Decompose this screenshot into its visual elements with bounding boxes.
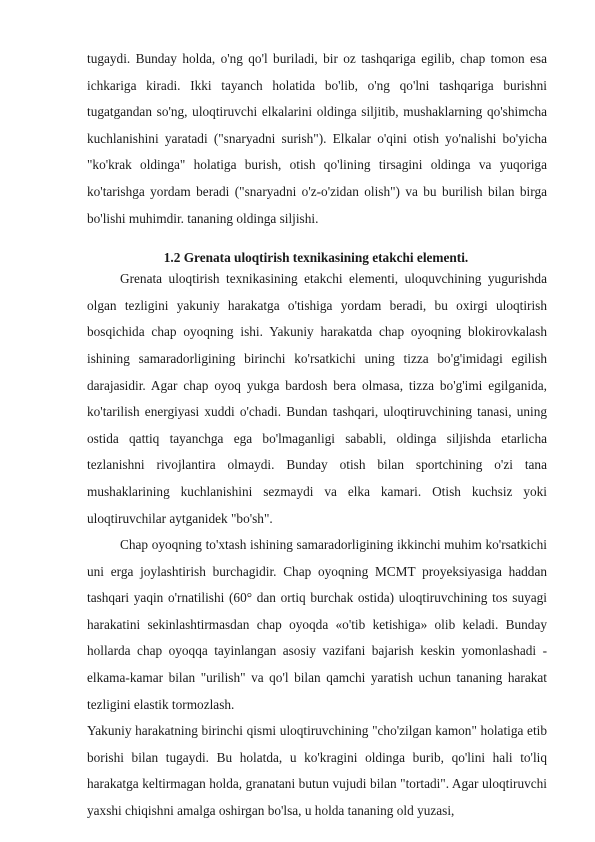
section-heading: 1.2 Grenata uloqtirish texnikasining etakchi elementi. <box>163 250 469 266</box>
paragraph-second-indicator: Chap oyoqning to'xtash ishining samaradorligining ikkinchi muhim ko'rsatkichi uni erga joylashtirish burchagidir. Chap oyoqning MCMT proyeksiyasiga haddan tashqari yaqin o'rnatilishi (60° dan ortiq burchak ostida) uloqtiruvchining tos suyagi harakatini sekinlashtirmasdan chap oyoqda «o'tib ketishiga» olib keladi. Bunday hollarda chap oyoqqa tayinlangan asosiy vazifani bajarish keskin yomonlashadi - elkama-kamar bilan "urilish" va qo'l bilan qamchi yaratish uchun tananing harakat tezligini elastik tormozlash. <box>87 537 547 712</box>
document-page <box>87 46 547 825</box>
paragraph-leading-element: Grenata uloqtirish texnikasining etakchi elementi, uloquvchining yugurishda olgan tezligini yakuniy harakatga o'tishiga yordam beradi, bu oxirgi uloqtirish bosqichida chap oyoqning ishi. Yakuniy harakatda chap oyoqning blokirovkalash ishining samaradorligining birinchi ko'rsatkichi uning tizza bo'g'imidagi egilish darajasidir. Agar chap oyoq yukga bardosh bera olmasa, tizza bo'g'imi egilganida, ko'tarilish energiyasi xuddi o'chadi. Bundan tashqari, uloqtiruvchining tanasi, uning ostida qattiq tayanchga ega bo'lmaganligi sababli, oldinga siljishda etarlicha tezlanishni rivojlantira olmaydi. Bunday otish bilan sportchining o'zi tana mushaklarining kuchlanishini sezmaydi va elka kamari. Otish kuchsiz yoki uloqtiruvchilar aytganidek "bo'sh". <box>87 271 547 526</box>
paragraph-continuation: tugaydi. Bunday holda, o'ng qo'l buriladi, bir oz tashqariga egilib, chap tomon esa ichkariga kiradi. Ikki tayanch holatida bo'lib, o'ng qo'lni tashqariga burishni tugatgandan so'ng, uloqtiruvchi elkalarini oldinga siljitib, mushaklarning qo'shimcha kuchlanishini yaratadi ("snaryadni surish"). Elkalar o'qini otish yo'nalishi bo'yicha "ko'krak oldinga" holatiga burish, otish qo'lining tirsagini oldinga va yuqoriga ko'tarishga yordam beradi ("snaryadni o'z-o'zidan olish") va bu burilish bilan birga bo'lishi muhimdir. tananing oldinga siljishi. <box>87 51 547 226</box>
paragraph-final-movement: Yakuniy harakatning birinchi qismi uloqtiruvchining "cho'zilgan kamon" holatiga etib borishi bilan tugaydi. Bu holatda, u ko'kragini oldinga burib, qo'lini hali to'liq harakatga keltirmagan holda, granatani butun vujudi bilan "tortadi". Agar uloqtiruvchi yaxshi chiqishni amalga oshirgan bo'lsa, u holda tananing old yuzasi, <box>87 723 547 819</box>
